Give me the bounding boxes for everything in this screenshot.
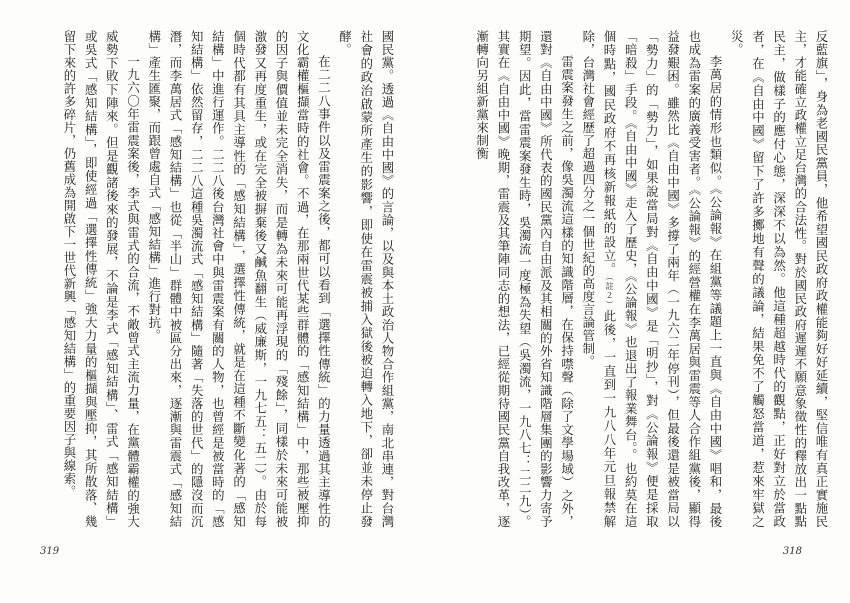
paragraph: 一九六〇年雷震案後，李式與雷式的合流，不敵曾式主流力量，在黨體霸權的強大威勢下敗下陣來。但是觀諸後來的發展，不論是李式「感知結構」、雷式「感知結構」或吳式「感知結構」，即使經過「選擇性傳統」強大力量的樞擷與壓抑，其所散落、幾留下來的許多碎片，仍舊成為開啟下一世代新興「感知結構」的重要因子與線索。 [61,30,141,528]
page-number: 319 [40,546,60,557]
left-page-text [40,30,398,528]
right-page [425,0,850,603]
paragraph [578,30,726,528]
paragraph-text: 。也約莫在這個時點，國民政府不再核新報 [601,30,639,528]
footnote-marker: （註２） [604,276,614,310]
paragraph: 在二二八事件以及雷震案之後，都可以看到「選擇性傳統」的力量透過其主導性的文化霸權樞擷當時的社會。不過，在那兩世代某些群體的「感知結構」中，那些被壓抑的因子與價值並未完全消失，而是轉為未來可能再浮現的「殘餘」，同樣於未來可能被激發又再度重生，或在完全被摒棄後又鹹魚翻生（威廉斯，一九七五：五二）。由於每個時代都有其具主導性的「感知結構」，選擇性傳統，就是在這種不斷變化著的「感知結構」中進行運作。二二八後台灣社會中與雷震案有關的人物，也曾經是被當時的「感知結構」依然留存，二二八這種吳濁流式「感知結構」隨著「失落的世代」的隱沒而沉潛，而李萬居式「感知結構」也從「半山」群體中被區分出來，逐漸與雷震式「感知結構」產生匯聚，而跟曾處自式「感知結構」進行對抗。 [146,30,332,528]
paragraph-text: 紙的設立。 [601,208,617,277]
paragraph-text: 李萬居的情形也類似。《公論報》在組黨等議題上一直與《自由中國》唱和，最後也成為雷案的廣義受害者。《公論報》的經營權在李萬居與雷震等人合作組黨後，顯得益發艱困。雖然比《自由中國》多撐了兩年（一九六二年停刊），但最後還是被當局以「勢力」的「勢力」，如果說當局對《自由中國》是「明抄」，對《公論報》便是採取「暗殺」手段。《自由中國》走入了歷史，《公論報》也退出了報業舞台。 [623,30,723,528]
paragraph: 反藍旗」，身為老國民黨員，他希望國民政府政權能夠好好延續，堅信唯有真正實施民主，才能確立政權立足台灣的合法性。對於國民政府遲遲不願意象徵性的釋放出一點點民主，做樣子的應付心態，深深不以為然。他這種超越時代的觀點，正好對立於當政者，在《自由中國》留下了許多擲地有聲的議論，結果免不了觸怒當道，惹來牢獄之災。 [729,30,829,528]
paragraph: 雷震案發生之前，像吳濁流這樣的知識階層，在保持噤聲（除了文學場域）之外，還對《自由中國》所代表的國民黨內自由派及其相關的外省知識階層集團的影響力寄予期望。因此，當雷震案發生時，吳濁流一度極為失望（吳濁流，一九八七：二二九）。其實在《自由中國》晚期，雷震及其筆陣同志的想法，已經從期待國民黨自我改革，逐漸轉向另組新黨來制衡 [474,30,575,528]
paragraph-text: 此後，一直到一九八八年元旦報禁解除，台灣社會經歷了超過四分之一個世紀的高度言論管制。 [580,30,617,528]
page-number: 318 [782,546,802,557]
paragraph: 國民黨。透過《自由中國》的言論，以及與本土政治人物合作組黨，南北串連，對台灣社會的政治啟蒙所產生的影響，即使在雷震被捕入獄後被迫轉入地下，卻並未停止發酵。 [337,30,395,528]
right-page-text [462,30,832,528]
